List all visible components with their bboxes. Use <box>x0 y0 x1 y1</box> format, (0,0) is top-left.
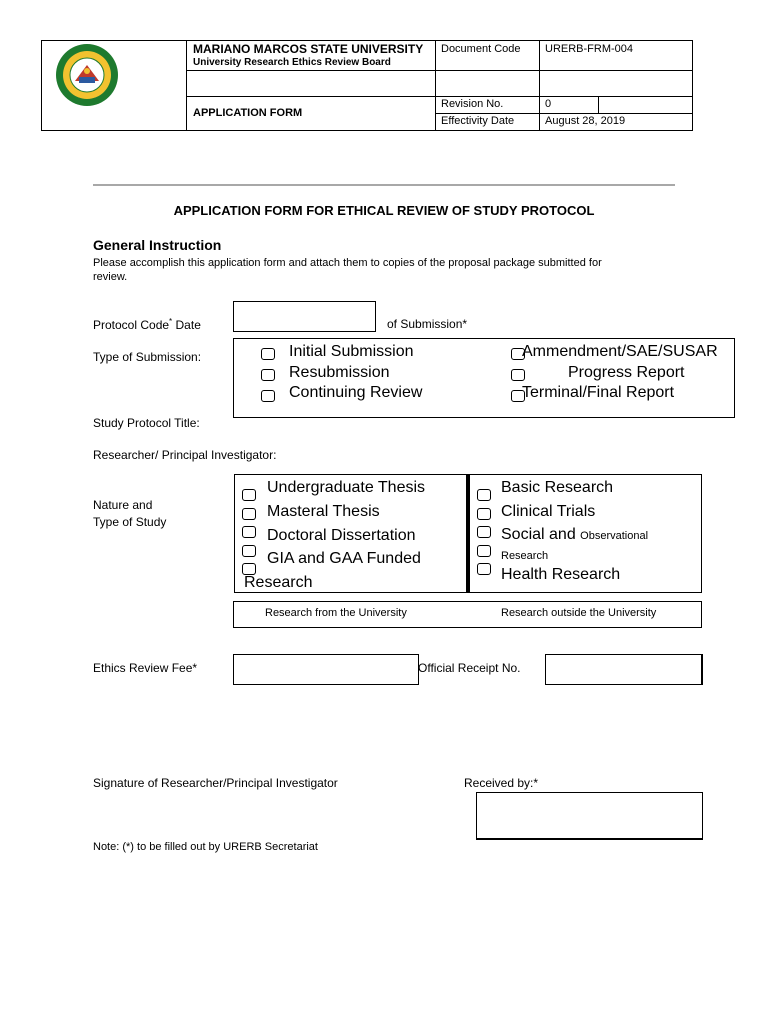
option-gia-gaa-funded: GIA and GAA Funded <box>267 550 421 567</box>
university-seal-logo <box>55 43 119 107</box>
checkbox-health-research[interactable] <box>477 563 491 575</box>
option-social-observational: Social and Observational <box>501 526 649 543</box>
option-basic-research: Basic Research <box>501 479 614 496</box>
doc-code-label: Document Code <box>441 43 521 55</box>
ethics-fee-label: Ethics Review Fee* <box>93 661 198 675</box>
checkbox-clinical-trials[interactable] <box>477 508 491 520</box>
submission-type-label: Type of Submission: <box>93 350 202 364</box>
checkbox-doctoral-dissertation[interactable] <box>242 526 256 538</box>
revision-label: Revision No. <box>441 98 504 110</box>
protocol-code-input[interactable] <box>233 301 376 332</box>
researcher-label: Researcher/ Principal Investigator: <box>93 448 277 462</box>
checkbox-undergraduate-thesis[interactable] <box>242 489 256 501</box>
option-amendment: Ammendment/SAE/SUSAR <box>522 343 718 360</box>
checkbox-initial-submission[interactable] <box>261 348 275 360</box>
board-name: University Research Ethics Review Board <box>193 57 391 68</box>
receipt-input[interactable] <box>545 654 703 685</box>
checkbox-masteral-thesis[interactable] <box>242 508 256 520</box>
option-initial-submission: Initial Submission <box>289 343 414 360</box>
option-research-outside-university[interactable]: Research outside the University <box>501 607 657 619</box>
protocol-code-label: Protocol Code* Date <box>93 317 201 332</box>
ethics-fee-input[interactable] <box>233 654 419 685</box>
university-name: MARIANO MARCOS STATE UNIVERSITY <box>193 42 424 56</box>
receipt-label: Official Receipt No. <box>418 661 521 675</box>
footnote: Note: (*) to be filled out by URERB Secretariat <box>93 841 318 853</box>
form-title: APPLICATION FORM FOR ETHICAL REVIEW OF STUDY PROTOCOL <box>173 203 595 218</box>
option-doctoral-dissertation: Doctoral Dissertation <box>267 527 416 544</box>
study-title-label: Study Protocol Title: <box>93 416 200 430</box>
checkbox-social-extra[interactable] <box>477 545 491 557</box>
divider <box>93 184 675 186</box>
option-health-research: Health Research <box>501 566 621 583</box>
instruction-heading: General Instruction <box>93 237 222 253</box>
option-resubmission: Resubmission <box>289 364 390 381</box>
option-gia-research: Research <box>244 574 313 591</box>
option-masteral-thesis: Masteral Thesis <box>267 503 380 520</box>
checkbox-social-observational[interactable] <box>477 526 491 538</box>
option-terminal-report: Terminal/Final Report <box>522 384 675 401</box>
doc-code-value: URERB-FRM-004 <box>545 43 634 55</box>
document-header-table <box>41 40 693 131</box>
checkbox-continuing-review[interactable] <box>261 390 275 402</box>
checkbox-progress-report[interactable] <box>511 369 525 381</box>
nature-label: Nature and Type of Study <box>93 498 167 529</box>
option-continuing-review: Continuing Review <box>289 384 423 401</box>
revision-value: 0 <box>545 98 552 110</box>
effectivity-value: August 28, 2019 <box>545 115 626 127</box>
received-by-label: Received by:* <box>464 776 539 790</box>
option-progress-report: Progress Report <box>568 364 685 381</box>
checkbox-gia-gaa-funded[interactable] <box>242 545 256 557</box>
effectivity-label: Effectivity Date <box>441 115 515 127</box>
instruction-text: Please accomplish this application form and attach them to copies of the proposal package submitted for review. <box>93 257 602 283</box>
form-type: APPLICATION FORM <box>193 107 303 119</box>
option-undergraduate-thesis: Undergraduate Thesis <box>267 479 426 496</box>
checkbox-resubmission[interactable] <box>261 369 275 381</box>
option-social-research: Research <box>501 550 549 562</box>
signature-label: Signature of Researcher/Principal Investigator <box>93 776 338 790</box>
checkbox-basic-research[interactable] <box>477 489 491 501</box>
received-by-input[interactable] <box>476 792 703 840</box>
date-of-submission-label: of Submission* <box>387 317 468 331</box>
option-clinical-trials: Clinical Trials <box>501 503 596 520</box>
option-research-from-university[interactable]: Research from the University <box>265 607 407 619</box>
